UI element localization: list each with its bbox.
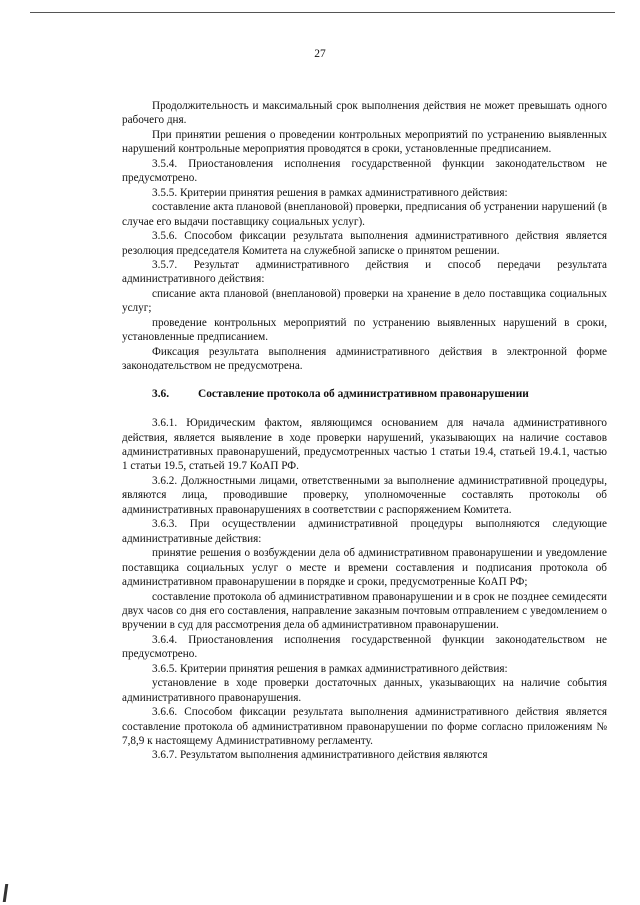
paragraph: Продолжительность и максимальный срок выполнения действия не может превышать одного рабочего дня. [122, 100, 607, 127]
paragraph: 3.5.5. Критерии принятия решения в рамках административного действия: [152, 186, 508, 199]
paragraph: установление в ходе проверки достаточных данных, указывающих на наличие события административного правонарушения. [122, 677, 607, 704]
paragraph: Фиксация результата выполнения административного действия в электронной форме законодательством не предусмотрена. [122, 345, 607, 373]
paragraph: 3.6.6. Способом фиксации результата выполнения административного действия является составление протокола об административном правонарушении по форме согласно приложениям № 7,8,9 к настоящему Административному регламенту. [122, 706, 607, 748]
paragraph: 3.6.3. При осуществлении административной процедуры выполняются следующие административные действия: [122, 518, 607, 545]
paragraph: 3.6.5. Критерии принятия решения в рамках административного действия: [152, 662, 508, 675]
paragraph: 3.5.7. Результат административного действия и способ передачи результата административного действия: [122, 258, 607, 286]
paragraph: 3.6.2. Должностными лицами, ответственными за выполнение административной процедуры, являются лица, проводившие проверку, уполномоченные составлять протоколы об административных правонарушениях в соответствии с распоряжением Комитета. [122, 474, 607, 516]
paragraph: проведение контрольных мероприятий по устранению выявленных нарушений в сроки, установленные предписанием. [122, 316, 607, 344]
paragraph: 3.5.6. Способом фиксации результата выполнения административного действия является резолюция председателя Комитета на служебной записке о принятом решении. [122, 230, 607, 257]
paragraph: принятие решения о возбуждении дела об административном правонарушении и уведомление поставщика социальных услуг о месте и времени составления и подписания протокола об административном правонарушении в порядке и сроки, предусмотренные КоАП РФ; [122, 547, 607, 589]
section-heading [122, 387, 607, 401]
margin-mark [3, 884, 9, 902]
paragraph: При принятии решения о проведении контрольных мероприятий по устранению выявленных нарушений контрольные мероприятия проводятся в сроки, установленные предписанием. [122, 128, 607, 156]
paragraph: составление протокола об административном правонарушении и в срок не позднее семидесяти двух часов со дня его составления, направление заказным почтовым отправлением с уведомлением о вручении в суд для рассмотрения дела об административном правонарушении. [122, 590, 607, 632]
page-number: 27 [314, 48, 326, 60]
top-rule [30, 12, 615, 13]
section-heading-number: 3.6. [152, 387, 170, 400]
paragraph: составление акта плановой (внеплановой) проверки, предписания об устранении нарушений (в случае его выдачи поставщику социальных услуг). [122, 201, 607, 228]
paragraph: списание акта плановой (внеплановой) проверки на хранение в дело поставщика социальных услуг; [122, 287, 607, 315]
paragraph: 3.6.7. Результатом выполнения административного действия являются [152, 749, 488, 762]
paragraph: 3.6.1. Юридическим фактом, являющимся основанием для начала административного действия, является выявление в ходе проверки нарушений, указывающих на наличие составов административных правонарушений, предусмотренных частью 1 статьи 19.4, статьей 19.4.1, частью 1 статьи 19.5, статьей 19.7 КоАП РФ. [122, 417, 607, 473]
paragraph: 3.6.4. Приостановления исполнения государственной функции законодательством не предусмотрено. [122, 633, 607, 661]
document-body [122, 99, 607, 763]
section-heading-title: Составление протокола об административном правонарушении [198, 387, 529, 400]
paragraph: 3.5.4. Приостановления исполнения государственной функции законодательством не предусмотрено. [122, 157, 607, 185]
